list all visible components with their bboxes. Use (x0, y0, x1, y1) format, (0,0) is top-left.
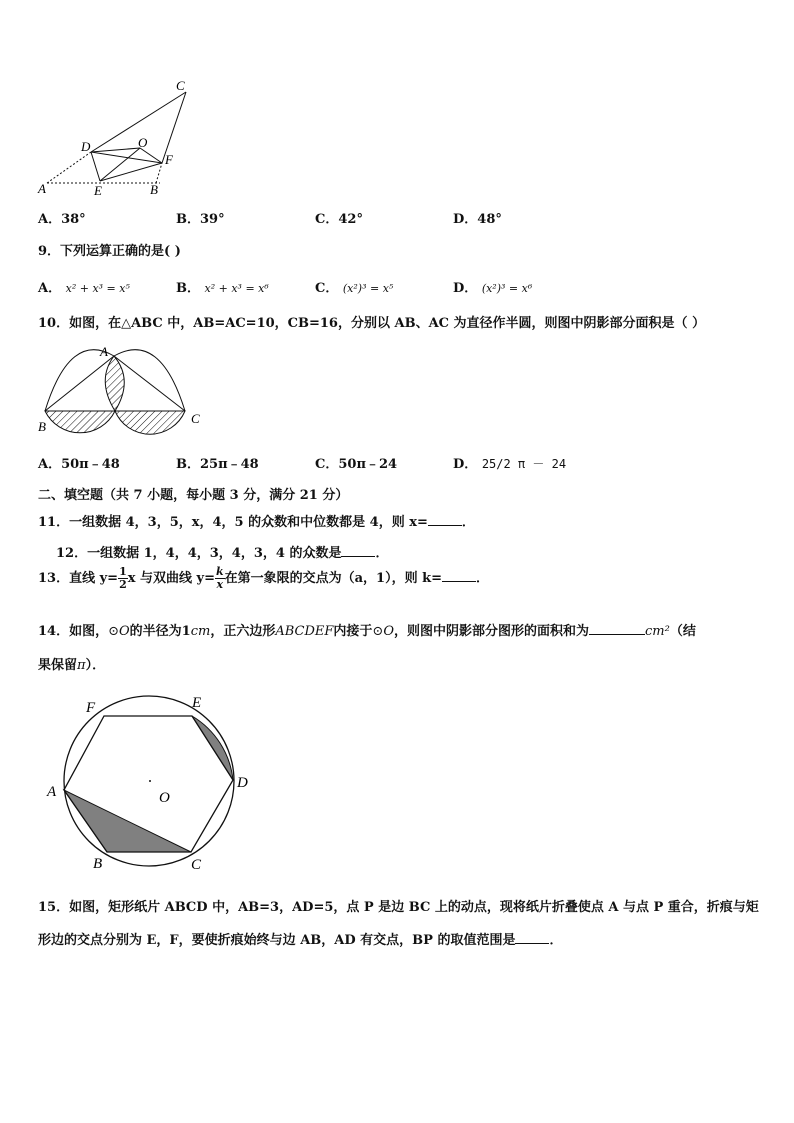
q14-circle-2: ⊙O (372, 624, 394, 639)
q13-frac2-num: k (215, 565, 224, 578)
q8-option-b[interactable]: B．39° (176, 212, 225, 227)
q14-p5: ，则图中阴影部分图形的面积和为 (393, 624, 589, 639)
q10-option-c[interactable]: C．50π﹣24 (315, 457, 398, 472)
q14-unit: cm (190, 624, 211, 639)
q8-option-a[interactable]: A．38° (38, 212, 86, 227)
q15-line2: 形边的交点分别为 E，F，要使折痕始终与边 AB，AD 有交点，BP 的取值范围是 (38, 933, 516, 948)
q8-option-d[interactable]: D．48° (453, 212, 502, 227)
q13-pre: 13．直线 y= (38, 571, 119, 586)
q14-pi: π (77, 658, 86, 673)
q10-stem: 10．如图，在△ABC 中，AB=AC=10，CB=16，分别以 AB、AC 为直径作半圆，则图中阴影部分面积是（ ） (38, 316, 706, 331)
q13-end: ． (476, 571, 490, 586)
center-dot (149, 780, 151, 782)
q10-option-a[interactable]: A．50π﹣48 (38, 457, 120, 472)
q13-mid: x 与双曲线 y= (127, 571, 215, 586)
q14-label-e: E (192, 695, 202, 711)
q14-unit-2: cm² (645, 624, 670, 639)
q10-option-d-label: D． (453, 457, 478, 472)
q14-circle: ⊙O (108, 624, 130, 639)
q9-option-d-expr: (x²)³ = x⁶ (481, 282, 533, 295)
label-f: F (165, 152, 173, 167)
q8-option-c[interactable]: C．42° (315, 212, 363, 227)
q14-label-d: D (237, 775, 248, 791)
q10-label-c: C (191, 411, 200, 426)
shaded-triangle-abc (64, 790, 191, 852)
q9-option-a-expr: x² + x³ = x⁵ (65, 282, 130, 295)
label-e: E (94, 183, 102, 198)
q9-option-a-label: A． (38, 281, 62, 296)
q12-end: ． (375, 546, 389, 561)
q10-option-d-expr: 25/2 π － 24 (481, 457, 567, 471)
q9-option-d-label: D． (453, 281, 478, 296)
q14-hex: ABCDEF (275, 624, 334, 639)
q13-frac1-num: 1 (119, 565, 127, 578)
label-c: C (176, 78, 185, 93)
q13-post: 在第一象限的交点为（a，1），则 k= (224, 571, 443, 586)
q10-label-b: B (38, 419, 46, 434)
section-title: 二、填空题（共 7 小题，每小题 3 分，满分 21 分） (38, 488, 349, 503)
q9-option-b-label: B． (176, 281, 200, 296)
q9-option-b-expr: x² + x³ = x⁶ (204, 282, 269, 295)
q12-text: 12．一组数据 1，4，4，3，4，3，4 的众数是 (56, 546, 342, 561)
q13-frac1-den: 2 (119, 578, 127, 591)
q9-option-c-label: C． (315, 281, 339, 296)
q14-p6: （结 (669, 624, 696, 639)
q14-radius: 1 (181, 624, 191, 639)
q15-end: ． (549, 933, 563, 948)
q14-line2: 果保留 (38, 658, 78, 673)
q14-label-c: C (191, 857, 202, 873)
q14-p2: 的半径为 (129, 624, 182, 639)
q14-p1: 14．如图， (38, 624, 109, 639)
q14-label-f: F (86, 700, 96, 716)
label-a: A (38, 181, 46, 196)
q13-frac2-den: x (216, 578, 224, 591)
q14-p4: 内接于 (333, 624, 373, 639)
q10-option-b[interactable]: B．25π﹣48 (176, 457, 259, 472)
label-o: O (138, 135, 148, 150)
q14-label-b: B (93, 856, 103, 872)
q14-label-o: O (159, 790, 170, 806)
q11-text: 11．一组数据 4，3，5，x，4，5 的众数和中位数都是 4，则 x= (38, 515, 428, 530)
q14-label-a: A (47, 784, 57, 800)
label-d: D (81, 139, 91, 154)
q9-option-c-expr: (x²)³ = x⁵ (342, 282, 394, 295)
label-b: B (150, 182, 158, 197)
q10-label-a: A (100, 344, 108, 359)
q15-answer-blank[interactable] (515, 931, 549, 944)
q15-line-2 (38, 929, 562, 948)
q14-p3: ，正六边形 (210, 624, 276, 639)
q14-line2-end: ）． (85, 658, 106, 673)
q11-end: ． (461, 515, 475, 530)
q15-line-1: 15．如图，矩形纸片 ABCD 中，AB=3，AD=5，点 P 是边 BC 上的动点，现将纸片折叠使点 A 与点 P 重合，折痕与矩 (38, 900, 759, 915)
q9-stem: 9．下列运算正确的是( ) (38, 244, 181, 259)
